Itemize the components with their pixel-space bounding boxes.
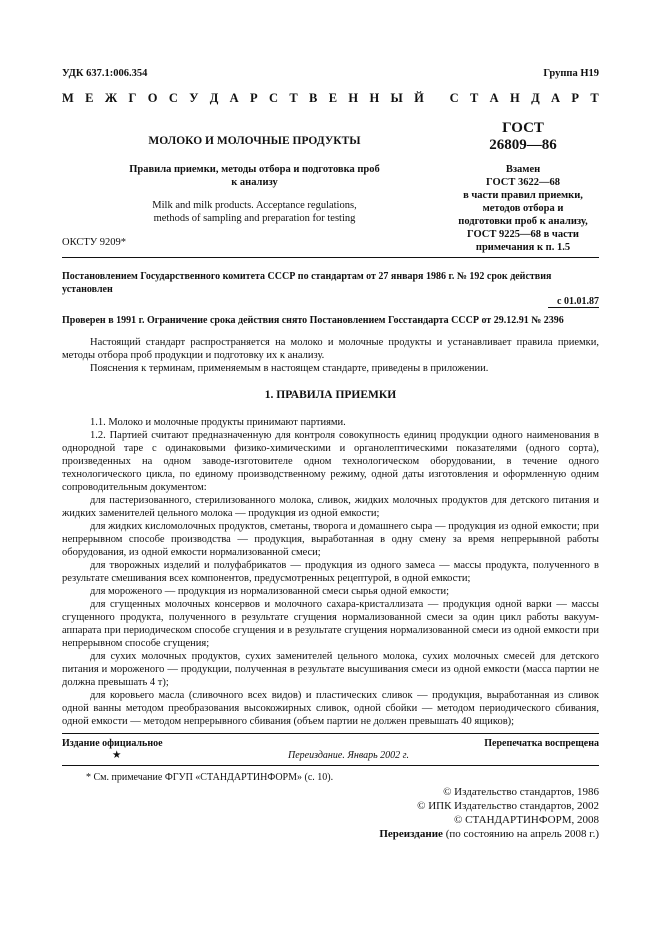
gost-number-block <box>448 120 598 254</box>
paragraph: для сгущенных молочных консервов и молочного сахара-кристаллизата — продукция одной варки — массы сгущенного продукта, полученного в результате сгущения нормализованной смеси за один цикл работы вакуум-аппарата при периодическом способе сгущения и в результате сгущения нормализованной смеси из одной емкости при непрерывном способе сгущения; <box>62 599 599 649</box>
interstate-standard-banner <box>62 91 599 106</box>
star-mark: ★ <box>112 750 122 761</box>
replaces-line: примечания к п. 1.5 <box>475 242 571 253</box>
banner-letter: Ы <box>390 91 403 105</box>
replaces-line: методов отбора и <box>482 203 564 214</box>
replaces-line: Взамен <box>505 164 541 175</box>
banner-letter: Е <box>85 91 94 105</box>
gost-number: 26809—86 <box>489 137 557 153</box>
paragraph: Пояснения к терминам, применяемым в настоящем стандарте, приведены в приложении. <box>90 363 489 374</box>
footer-divider <box>62 733 599 734</box>
section-1-heading: 1. ПРАВИЛА ПРИЕМКИ <box>264 389 397 401</box>
banner-letter: С <box>168 91 178 105</box>
replaces-line: в части правил приемки, <box>463 190 583 201</box>
reprint-prohibited: Перепечатка воспрещена <box>484 738 599 749</box>
reissue-detail: (по состоянию на апрель 2008 г.) <box>442 828 599 840</box>
banner-letter: Р <box>571 91 580 105</box>
paragraph: для жидких кисломолочных продуктов, сметаны, творога и домашнего сыра — продукция из одной емкости; при непрерывном способе производства — продукция, выработанная в одну смену за время непрерывной работы оборудования, из одной емкости нормализованной смеси; <box>62 521 599 558</box>
banner-letter: С <box>449 91 459 105</box>
banner-letter: Н <box>348 91 359 105</box>
reissue-label: Переиздание <box>379 828 443 840</box>
divider <box>62 257 599 258</box>
replaces-line: ГОСТ 3622—68 <box>486 177 560 188</box>
banner-letter <box>435 91 438 106</box>
banner-letter: Т <box>289 91 298 105</box>
replaces-line: подготовки проб к анализу, <box>458 216 588 227</box>
footnote: * См. примечание ФГУП «СТАНДАРТИНФОРМ» (с. 10). <box>86 772 334 783</box>
banner-letter: О <box>147 91 158 105</box>
banner-letter: Т <box>469 91 479 105</box>
banner-letter: Д <box>209 91 219 105</box>
paragraph: Настоящий стандарт распространяется на молоко и молочные продукты и устанавливает правила приемки, методы отбора проб продукции и подготовку их к анализу. <box>62 337 599 361</box>
paragraph: для мороженого — продукция из нормализованной смеси сырья одной емкости; <box>90 586 450 597</box>
paragraph: для коровьего масла (сливочного всех видов) и пластических сливок — продукция, выработанная из сливок одной ванны методом преобразования высокожирных сливок, одной сбойки — методом периодического сбивания, одной емкости — методом непрерывного сбивания (объем партии не должен превышать 40 ящиков); <box>62 690 599 727</box>
paragraph: для пастеризованного, стерилизованного молока, сливок, жидких молочных продуктов для детского питания и жидких заменителей цельного молока — продукция из одной емкости; <box>62 495 599 519</box>
copyright-line: © ИПК Издательство стандартов, 2002 <box>417 800 599 812</box>
banner-letter: А <box>489 91 499 105</box>
banner-letter: А <box>551 91 561 105</box>
official-edition: Издание официальное <box>62 738 163 749</box>
banner-letter: Й <box>414 91 424 105</box>
replaces-line: ГОСТ 9225—68 в части <box>467 229 579 240</box>
paragraph: 1.2. Партией считают предназначенную для контроля совокупность единиц продукции одного наименования в однородной таре с одинаковыми физико-химическими и органолептическими показателями (одного сорта), произведенных на одном заводе-изготовителе одном технологическом оборудовании, в течение одного технологического цикла, по единому производственному режиму, одной даты изготовления и оформленную одним сопроводительным документом: <box>62 430 599 493</box>
copyright-line: © СТАНДАРТИНФОРМ, 2008 <box>454 814 599 826</box>
banner-letter: Т <box>590 91 599 105</box>
gost-label: ГОСТ <box>502 120 544 136</box>
group-code: Группа Н19 <box>543 68 599 79</box>
banner-letter: Е <box>328 91 338 105</box>
banner-letter: Д <box>531 91 540 105</box>
banner-letter: С <box>269 91 279 105</box>
paragraph: для творожных изделий и полуфабрикатов — продукция из одного замеса — массы продукта, полученного в результате смешивания всех компонентов, предусмотренных рецептурой, в одной емкости; <box>62 560 599 584</box>
effective-date: с 01.01.87 <box>557 296 599 307</box>
banner-letter: В <box>309 91 318 105</box>
intro-text <box>62 336 599 375</box>
decree-line-1: Постановлением Государственного комитета СССР по стандартам от 27 января 1986 г. № 192 срок действия <box>62 271 552 282</box>
banner-letter: Н <box>510 91 520 105</box>
english-title-line-1: Milk and milk products. Acceptance regulations, <box>152 200 357 211</box>
document-title: МОЛОКО И МОЛОЧНЫЕ ПРОДУКТЫ <box>148 135 361 147</box>
english-title-line-2: methods of sampling and preparation for testing <box>153 213 356 224</box>
banner-letter: М <box>62 91 74 105</box>
banner-letter: Р <box>250 91 258 105</box>
copyright-line: © Издательство стандартов, 1986 <box>443 786 599 798</box>
subtitle-line-2: к анализу <box>231 177 278 188</box>
copyright-block <box>379 785 599 841</box>
paragraph: 1.1. Молоко и молочные продукты принимают партиями. <box>90 417 346 428</box>
banner-letter: У <box>189 91 199 105</box>
reissue-2008 <box>379 827 599 841</box>
date-underline <box>548 307 599 308</box>
banner-letter: Н <box>369 91 380 105</box>
banner-letter: Ж <box>104 91 118 105</box>
reissue-note: Переиздание. Январь 2002 г. <box>288 750 409 761</box>
banner-letter: Г <box>128 91 137 105</box>
paragraph: для сухих молочных продуктов, сухих заменителей цельного молока, сухих молочных смесей для детского питания и мороженого — продукции, полученная в результате высушивания смеси из одной емкости (масса партии не должна превышать 4 т); <box>62 651 599 688</box>
udk-code: УДК 637.1:006.354 <box>62 68 148 79</box>
subtitle-line-1: Правила приемки, методы отбора и подготовка проб <box>129 164 380 175</box>
revision-note: Проверен в 1991 г. Ограничение срока действия снято Постановлением Госстандарта СССР от 29.12.91 № 2396 <box>62 315 564 326</box>
okstu-code: ОКСТУ 9209* <box>62 237 127 248</box>
footer-divider-2 <box>62 765 599 766</box>
banner-letter: А <box>229 91 239 105</box>
section-1-body <box>62 416 599 728</box>
decree-line-2: установлен <box>62 284 113 295</box>
